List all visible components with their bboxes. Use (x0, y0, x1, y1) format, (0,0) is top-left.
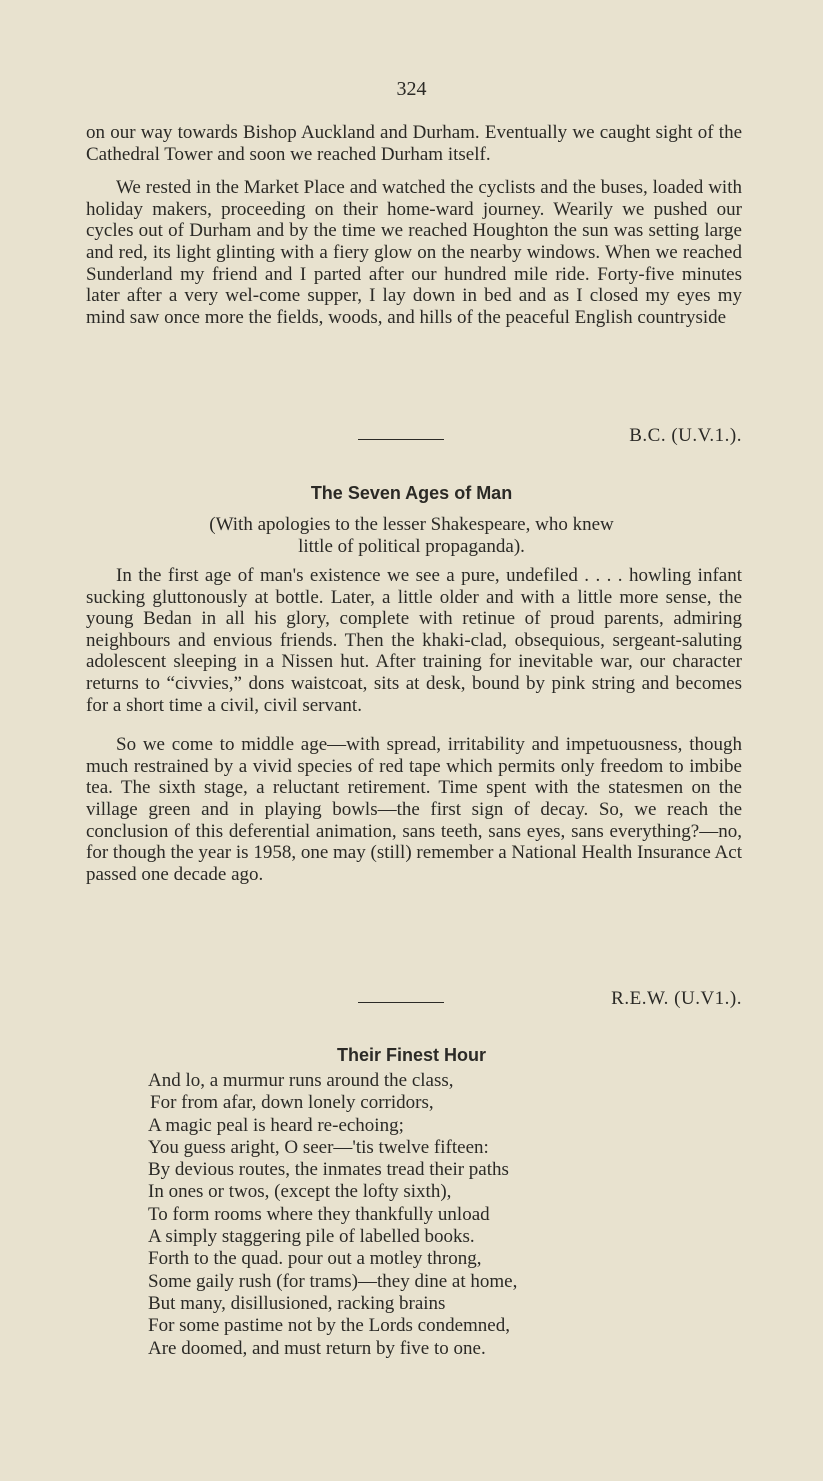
essay2-signature-line (86, 988, 742, 1012)
poem-line: A simply staggering pile of labelled books. (148, 1226, 475, 1248)
poem-line: A magic peal is heard re-echoing; (148, 1114, 404, 1136)
essay1-paragraph-1: on our way towards Bishop Auckland and Durham. Eventually we caught sight of the Cathedral Tower and soon we reached Durham itself. (86, 122, 742, 165)
essay2-paragraph-2: So we come to middle age—with spread, irritability and impetuousness, though much restrained by a vivid species of red tape which permits only freedom to imbibe tea. The sixth stage, a reluctant retirement. Time spent with the statesmen on the village green and in playing bowls—the first sign of decay. So, we reach the conclusion of this deferential animation, sans teeth, sans eyes, sans everything?—no, for though the year is 1958, one may (still) remember a National Health Insurance Act passed one decade ago. (86, 734, 742, 885)
essay2-subtitle-line-2: little of political propaganda). (298, 536, 525, 557)
poem-line: Are doomed, and must return by five to one. (148, 1337, 486, 1359)
essay2-signature: R.E.W. (U.V1.). (611, 988, 742, 1009)
essay2-title: The Seven Ages of Man (310, 483, 513, 503)
essay2-paragraph-1: In the first age of man's existence we see a pure, undefiled . . . . howling infant sucking gluttonously at bottle. Later, a little older and with a little more sense, the young Bedan in all his glory, complete with retinue of proud parents, admiring neighbours and envious friends. Then the khaki-clad, obsequious, sergeant-saluting adolescent sleeping in a Nissen hut. After training for inevitable war, our character returns to “civvies,” dons waistcoat, sits at desk, bound by pink string and becomes for a short time a civil, civil servant. (86, 565, 742, 716)
poem-line: And lo, a murmur runs around the class, (148, 1070, 454, 1091)
poem-line: You guess aright, O seer—'tis twelve fifteen: (148, 1136, 489, 1158)
signature-rule (358, 1002, 444, 1003)
poem-line: By devious routes, the inmates tread their paths (148, 1159, 509, 1181)
essay2-body (86, 565, 742, 885)
poem-body (148, 1070, 708, 1360)
poem-line: But many, disillusioned, racking brains (148, 1292, 446, 1314)
signature-rule (358, 439, 444, 440)
poem-line: In ones or twos, (except the lofty sixth), (148, 1181, 452, 1203)
poem-line: Some gaily rush (for trams)—they dine at home, (148, 1270, 518, 1292)
poem-line: For from afar, down lonely corridors, (150, 1092, 434, 1114)
essay1-signature-line (86, 425, 742, 449)
page-number: 324 (396, 78, 427, 100)
poem-line: For some pastime not by the Lords condemned, (148, 1315, 510, 1337)
essay2-subtitle-line-1: (With apologies to the lesser Shakespeare, who knew (209, 514, 614, 535)
essay1-paragraph-2: We rested in the Market Place and watched the cyclists and the buses, loaded with holiday makers, proceeding on their home-ward journey. Wearily we pushed our cycles out of Durham and by the time we reached Houghton the sun was setting large and red, its light glinting with a fiery glow on the nearby windows. When we reached Sunderland my friend and I parted after our hundred mile ride. Forty-five minutes later after a very wel-come supper, I lay down in bed and as I closed my eyes my mind saw once more the fields, woods, and hills of the peaceful English countryside (86, 177, 742, 328)
poem-line: Forth to the quad. pour out a motley throng, (148, 1248, 482, 1270)
poem-title: Their Finest Hour (336, 1045, 486, 1065)
poem-line: To form rooms where they thankfully unload (148, 1203, 490, 1225)
essay1-body (86, 122, 742, 328)
essay1-signature: B.C. (U.V.1.). (629, 425, 742, 446)
